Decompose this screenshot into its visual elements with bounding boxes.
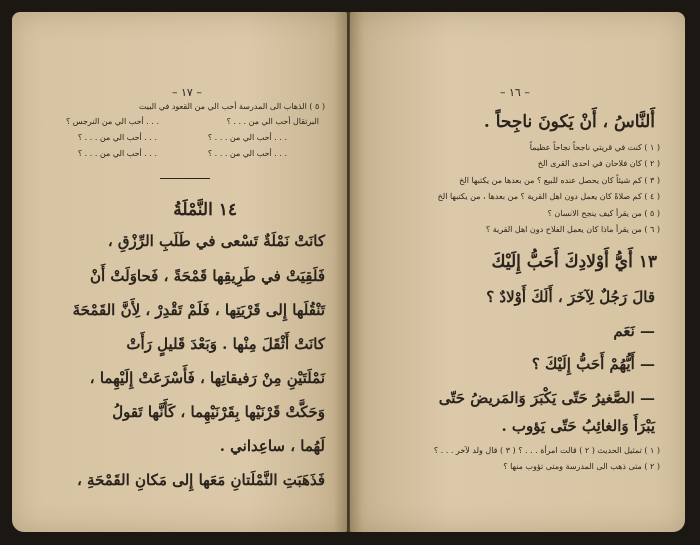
lesson-title: ١٤ النَّمْلَةُ xyxy=(173,200,237,220)
question-item: ( ٣ ) كم شيئاً كان يحصل عنده للبيع ؟ من بعدها من يكتبها الخ xyxy=(459,176,660,185)
question-item: ( ٤ ) كم صلاةً كان يعمل دون اهل القرية ؟ من بعدها ، من يكتبها الخ xyxy=(437,192,660,201)
story-line: كانَتْ أَثْقَلَ مِنْها . وَبَعْدَ قَليلٍ رَأَتْ xyxy=(126,335,325,353)
exercise-option: . . . أحب الي من النرجس ؟ xyxy=(65,117,159,126)
question-item: ( ٥ ) من يقرأ كيف ينجح الانسان ؟ xyxy=(547,209,660,218)
dialog-line: — نَعَم xyxy=(613,322,655,340)
page-number: – ١٧ – xyxy=(172,86,202,99)
page-number: – ١٦ – xyxy=(500,86,530,99)
exercise-option: . . . أحب الي من . . . ؟ xyxy=(207,149,287,158)
story-line: فَلَقِيَتْ في طَرِيقِها قَمْحَةً ، فَحاوَلَتْ أَنْ xyxy=(89,267,325,285)
dialog-line: — أَيُّهُمْ أَحَبُّ إِلَيْكَ ؟ xyxy=(531,355,655,373)
story-line: نَمْلَتَيْنِ مِنْ رَفيقاتِها ، فَأَسْرَعَتْ إِلَيْهِما ، xyxy=(89,369,325,387)
exercise-option: . . . أحب الي من . . . ؟ xyxy=(207,133,287,142)
divider xyxy=(160,178,210,179)
question-item: ( ٢ ) كان فلاحان في احدى القرى الخ xyxy=(537,159,660,168)
left-page xyxy=(12,12,347,532)
exercise-line: ( ٢ ) متى ذهب الى المدرسة ومتى تؤوب منها ؟ xyxy=(503,462,660,471)
lesson-heading: أَلنَّاسُ ، أَنْ يَكونَ ناجِحاً . xyxy=(483,112,655,132)
right-page xyxy=(350,12,685,532)
dialog-line: يَبْرَأَ وَالغائِبُ حَتّى يَؤوب . xyxy=(501,417,655,435)
lesson-title: ١٣ أَيُّ أَوْلادِكَ أَحَبُّ إِلَيْكَ xyxy=(491,252,657,272)
dialog-line: — الصَّغيرُ حَتّى يَكْبَرَ وَالمَريضُ حَتّى xyxy=(438,389,655,407)
question-item: ( ١ ) كنت في قريتي ناجحاً نجاحاً عظيماً xyxy=(529,143,660,152)
story-line: كانَتْ نَمْلَةٌ تَسْعى في طَلَبِ الرِّزْقِ ، xyxy=(107,232,325,250)
exercise-line: ( ١ ) تمثيل الحديث ( ٢ ) قالت امرأة . . . ؟ ( ٣ ) قال ولد لآخر . . . ؟ xyxy=(433,446,660,455)
exercise-option: . . . أحب الي من . . . ؟ xyxy=(77,133,157,142)
story-line: تَنْقُلَها إِلى قَرْيَتِها ، فَلَمْ تَقْدِرْ ، لِأَنَّ القَمْحَةَ xyxy=(72,301,325,319)
exercise-option: البرتقال أحب الي من . . . ؟ xyxy=(226,117,319,126)
exercise-option: . . . أحب الي من . . . ؟ xyxy=(77,149,157,158)
story-line: لَهُما ، ساعِداني . xyxy=(219,437,325,455)
dialog-line: قالَ رَجُلٌ لِآخَرَ ، أَلَكَ أَوْلادٌ ؟ xyxy=(486,288,655,306)
question-item: ( ٦ ) من يقرأ ماذا كان يعمل الفلاح دون اهل القرية ؟ xyxy=(485,225,660,234)
story-line: فَذَهَبَتِ النَّمْلَتانِ مَعَها إِلى مَكانِ القَمْحَةِ ، xyxy=(76,471,325,489)
story-line: وَحَكَّتْ قَرْنَيْها بِقَرْنَيْهِما ، كَأَنَّها تَقولُ xyxy=(112,403,325,421)
exercise-question-5: ( ٥ ) الذهاب الى المدرسة أحب الي من القعود في البيت xyxy=(138,102,325,111)
